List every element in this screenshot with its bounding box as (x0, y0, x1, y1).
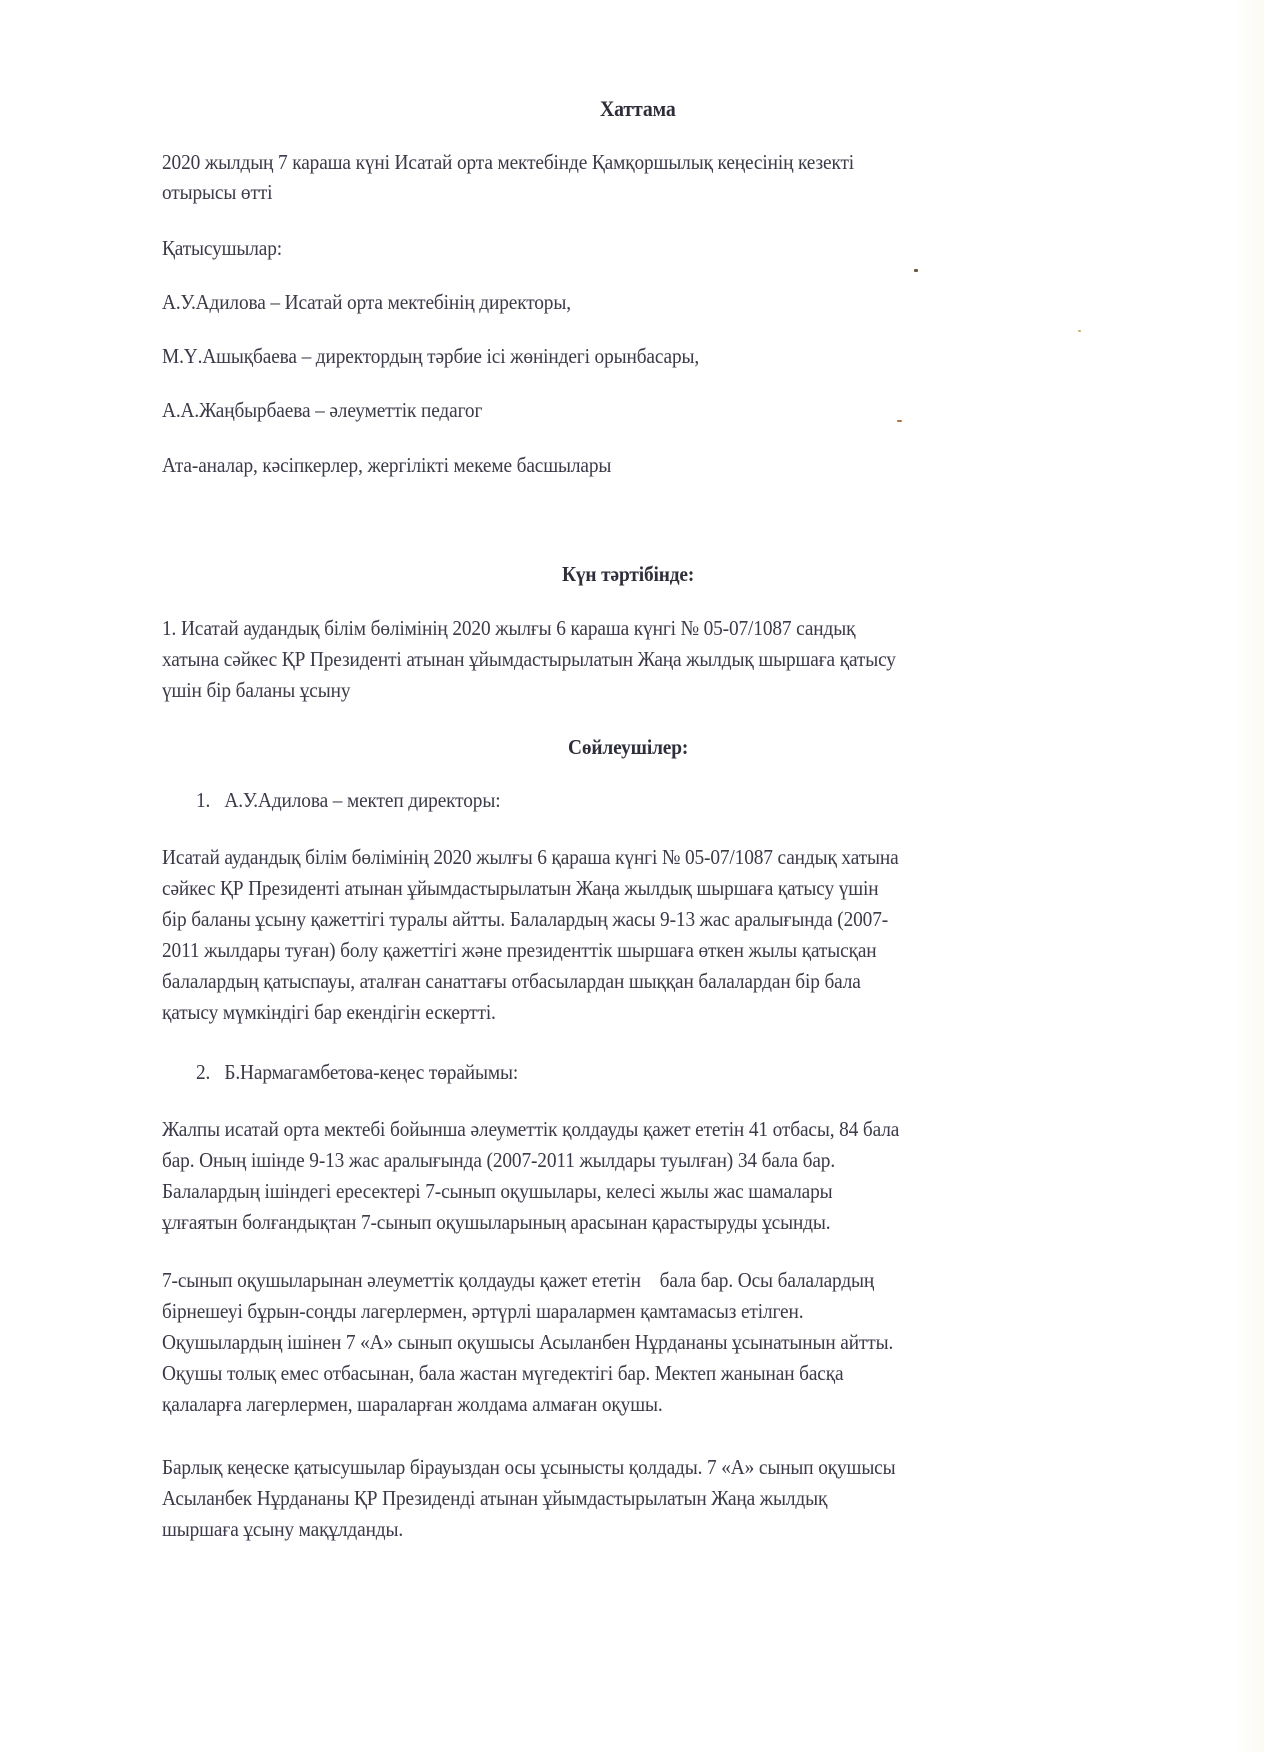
scan-speck (897, 420, 902, 422)
agenda-line: хатына сәйкес ҚР Президенті атынан ұйымдастырылатын Жаңа жылдық шыршаға қатысу (162, 647, 896, 671)
decision-line: Асыланбек Нұрдананы ҚР Президенді атынан ұйымдастырылатын Жаңа жылдық (162, 1486, 828, 1510)
speaker2-detail-line: Оқушылардың ішінен 7 «А» сынып оқушысы Асыланбен Нұрдананы ұсынатынын айтты. (162, 1330, 894, 1354)
scan-speck (914, 269, 918, 272)
speaker2-line: Жалпы исатай орта мектебі бойынша әлеуметтік қолдауды қажет ететін 41 отбасы, 84 бала (162, 1117, 900, 1141)
speaker2-line: бар. Оның ішінде 9-13 жас аралығында (2007-2011 жылдары туылған) 34 бала бар. (162, 1148, 836, 1172)
speaker1-line: Исатай аудандық білім бөлімінің 2020 жылғы 6 қараша күнгі № 05-07/1087 сандық хатына (162, 845, 899, 869)
speaker2-label: 2. Б.Нармагамбетова-кеңес төрайымы: (196, 1060, 519, 1084)
speaker1-line: қатысу мүмкіндігі бар екендігін ескертті. (162, 1000, 496, 1024)
speakers-heading: Сөйлеушілер: (568, 735, 689, 759)
speaker2-line: ұлғаятын болғандықтан 7-сынып оқушыларының арасынан қарастыруды ұсынды. (162, 1210, 831, 1234)
agenda-line: үшін бір баланы ұсыну (162, 678, 351, 702)
participants-label: Қатысушылар: (162, 236, 283, 260)
decision-line: Барлық кеңеске қатысушылар бірауыздан осы ұсынысты қолдады. 7 «А» сынып оқушысы (162, 1455, 896, 1479)
speaker1-line: сәйкес ҚР Президенті атынан ұйымдастырылатын Жаңа жылдық шыршаға қатысу үшін (162, 876, 879, 900)
participant-item: А.У.Адилова – Исатай орта мектебінің директоры, (162, 290, 571, 314)
intro-line: отырысы өтті (162, 180, 273, 204)
agenda-line: 1. Исатай аудандық білім бөлімінің 2020 жылғы 6 караша күнгі № 05-07/1087 сандық (162, 616, 856, 640)
speaker2-detail-line: 7-сынып оқушыларынан әлеуметтік қолдауды қажет ететін бала бар. Осы балалардың (162, 1268, 875, 1292)
speaker1-line: 2011 жылдары туған) болу қажеттігі және президенттік шыршаға өткен жылы қатысқан (162, 938, 877, 962)
speaker2-line: Балалардың ішіндегі ересектері 7-сынып оқушылары, келесі жылы жас шамалары (162, 1179, 833, 1203)
participant-item: Ата-аналар, кәсіпкерлер, жергілікті мекеме басшылары (162, 453, 612, 477)
participant-item: М.Ү.Ашықбаева – директордың тәрбие ісі жөніндегі орынбасары, (162, 344, 700, 368)
speaker1-line: бір баланы ұсыну қажеттігі туралы айтты. Балалардың жасы 9-13 жас аралығында (2007- (162, 907, 889, 931)
document-title: Хаттама (600, 96, 676, 121)
intro-line: 2020 жылдың 7 караша күні Исатай орта мектебінде Қамқоршылық кеңесінің кезекті (162, 150, 855, 174)
decision-line: шыршаға ұсыну мақұлданды. (162, 1517, 404, 1541)
scan-speck (1078, 330, 1081, 332)
agenda-heading: Күн тәртібінде: (562, 562, 695, 586)
speaker2-detail-line: бірнешеуі бұрын-соңды лагерлермен, әртүрлі шаралармен қамтамасыз етілген. (162, 1299, 804, 1323)
speaker2-detail-line: қалаларға лагерлермен, шараларған жолдама алмаған оқушы. (162, 1392, 663, 1416)
participant-item: А.А.Жаңбырбаева – әлеуметтік педагог (162, 398, 483, 422)
speaker1-label: 1. А.У.Адилова – мектеп директоры: (196, 788, 501, 812)
speaker2-detail-line: Оқушы толық емес отбасынан, бала жастан мүгедектігі бар. Мектеп жанынан басқа (162, 1361, 844, 1385)
speaker1-line: балалардың қатыспауы, аталған санаттағы отбасылардан шыққан балалардан бір бала (162, 969, 861, 993)
